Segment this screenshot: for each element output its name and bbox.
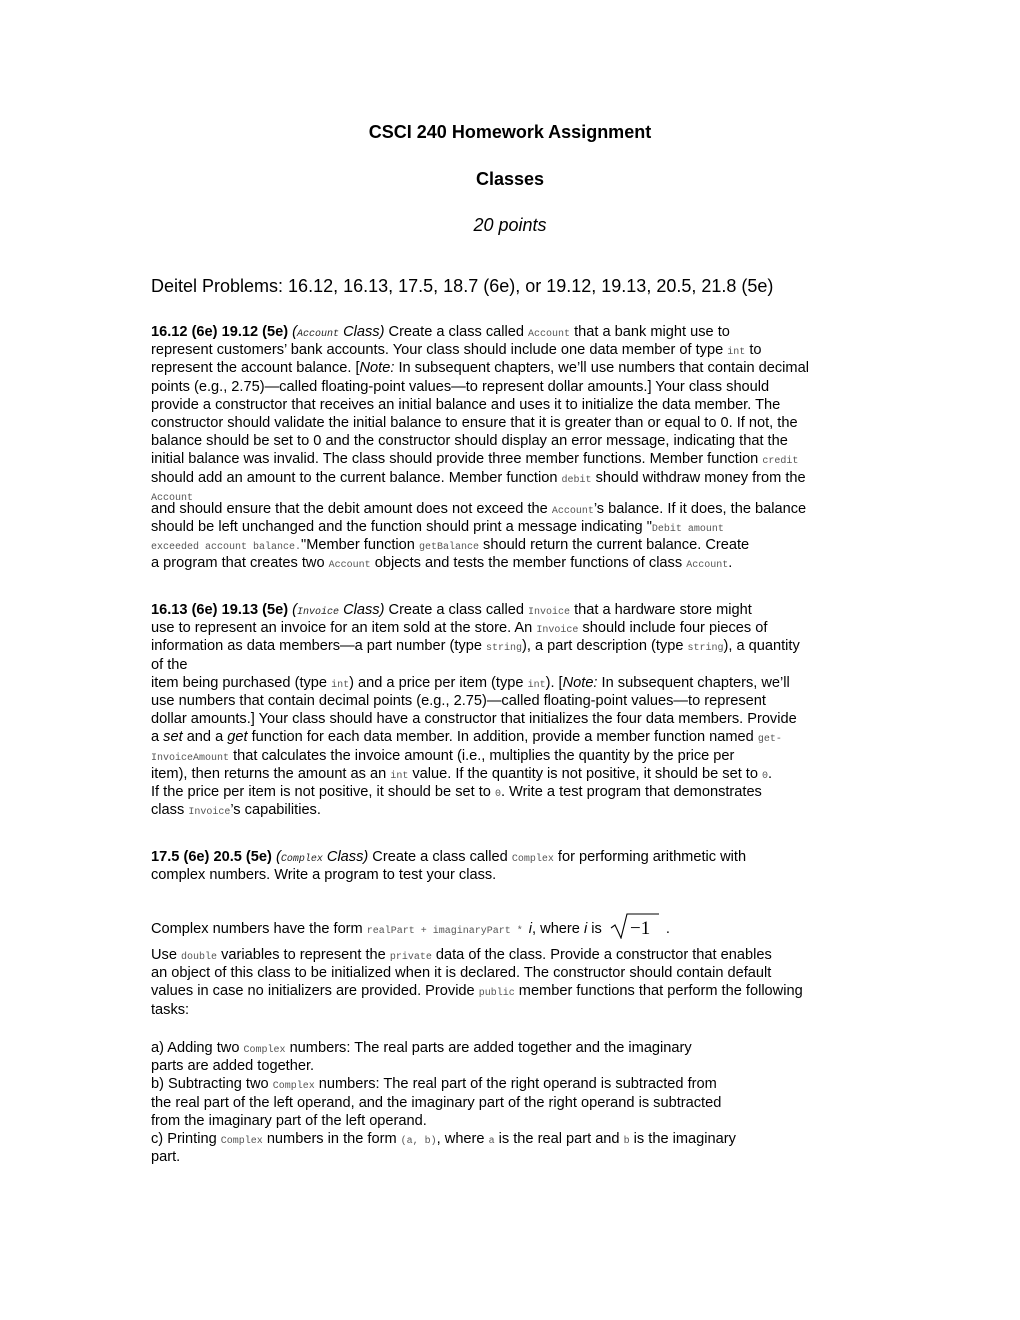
list-item: a) Adding two Complex numbers: The real parts are added together and the imaginary — [151, 1040, 692, 1056]
sqrt-radical-icon — [610, 911, 660, 939]
problem-heading: 16.12 (6e) 19.12 (5e) — [151, 324, 289, 340]
complex-requirements: Use double variables to represent the private data of the class. Provide a constructor that enables an object of this class to be initialized when it is declared. The constructor should contain default values in case no initializers are provided. Provide public member functions that perform the following tasks: — [151, 947, 803, 1018]
points-label: 20 points — [473, 215, 547, 235]
sqrt-minus-one — [610, 911, 660, 944]
problem-account: 16.12 (6e) 19.12 (5e) (Account Class) Create a class called Account that a bank might use to represent customers’ bank accounts. Your class should include one data member of type int to represent the account balance. [Note: In subsequent chapters, we’ll use numbers that contain decimal points (e.g., 2.75)—called floating-point values—to represent dollar amounts.] Your class should provide a constructor that receives an initial balance and uses it to initialize the data member. The constructor should validate the initial balance to ensure that it is greater than or equal to 0. If not, the balance should be set to 0 and the constructor should display an error message, indicating that the initial balance was invalid. The class should provide three member functions. Member function credit should add an amount to the current balance. Member function debit should withdraw money from the Account and should ensure that the debit amount does not exceed the Account’s balance. If it does, the balance should be left unchanged and the function should print a message indicating "Debit amount exceeded account balance."Member function getBalance should return the current balance. Create a program that creates two Account objects and tests the member functions of class Account. — [151, 324, 809, 572]
list-item: b) Subtracting two Complex numbers: The real part of the right operand is subtracted from — [151, 1076, 717, 1093]
problem-heading: 17.5 (6e) 20.5 (5e) — [151, 849, 272, 865]
problem-complex: 17.5 (6e) 20.5 (5e) (Complex Class) Create a class called Complex for performing arithmetic with complex numbers. Write a program to test your class. Complex numbers have the form realPart + imaginaryPart * i, where i is −1 . — [151, 848, 876, 933]
intro-line: Deitel Problems: 16.12, 16.13, 17.5, 18.7 (6e), or 19.12, 19.13, 20.5, 21.8 (5e) — [151, 276, 774, 296]
list-item: c) Printing Complex numbers in the form (a, b), where a is the real part and b is the imaginary — [151, 1130, 736, 1147]
problem-heading: 16.13 (6e) 19.13 (5e) — [151, 602, 289, 618]
page-subtitle: Classes — [475, 169, 545, 189]
page-title: CSCI 240 Homework Assignment — [368, 122, 652, 142]
svg-text:−1: −1 — [629, 918, 651, 940]
tasks-list: a) Adding two Complex numbers: The real parts are added together and the imaginary parts are added together. b) Subtracting two Complex numbers: The real part of the right operand is subtracted from the real part of the left operand, and the imaginary part of the right operand is subtracted from the imaginary part of the left operand. c) Printing Complex numbers in the form (a, b), where a is the real part and b is the imaginary part. — [151, 1039, 876, 1166]
problem-invoice: 16.13 (6e) 19.13 (5e) (Invoice Class) Create a class called Invoice that a hardware store might use to represent an invoice for an item sold at the store. An Invoice should include four pieces of information as data members—a part number (type string), a part description (type string), a quantity of the item being purchased (type int) and a price per item (type int). [Note: In subsequent chapters, we’ll use numbers that contain decimal points (e.g., 2.75)—called floating-point values—to represent dollar amounts.] Your class should have a constructor that initializes the four data members. Provide a set and a get function for each data member. In addition, provide a member function named get- InvoiceAmount that calculates the invoice amount (i.e., multiplies the quantity by the price per item), then returns the amount as an int value. If the quantity is not positive, it should be set to 0. If the price per item is not positive, it should be set to 0. Write a test program that demonstrates class Invoice’s capabilities. — [151, 602, 800, 819]
